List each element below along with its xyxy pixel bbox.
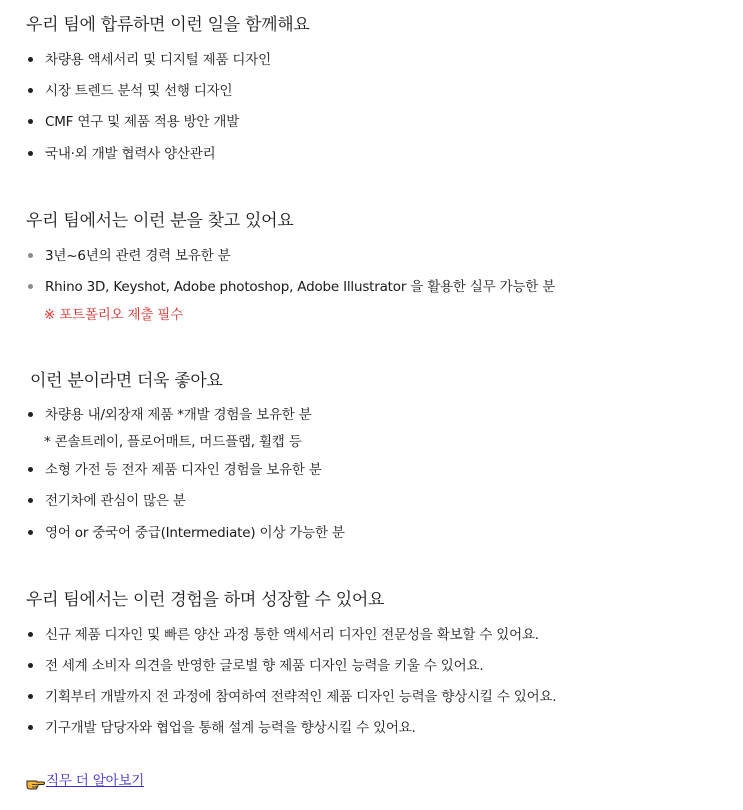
bullet-icon xyxy=(28,119,33,124)
section-heading-preferred: 이런 분이라면 더욱 좋아요 xyxy=(30,371,223,391)
bullet-icon xyxy=(28,530,33,535)
bullet-icon xyxy=(28,694,33,699)
bullet-icon xyxy=(28,253,33,258)
bullet-icon xyxy=(28,412,33,417)
bullet-icon xyxy=(28,725,33,730)
bullet-icon xyxy=(28,284,33,289)
bullet-icon xyxy=(28,663,33,668)
job-posting-page: 우리 팀에 합류하면 이런 일을 함께해요 차량용 액세서리 및 디지털 제품 디자인 시장 트렌드 분석 및 선행 디자인 CMF 연구 및 제품 적용 방안 개발 국내·외 개발 협력사 양산관리 우리 팀에서는 이런 분을 찾고 있어요 3년~6년의 관련 경력 보유한 분 Rhino 3D, Keyshot, Adobe photoshop, Adobe Illustrator 을 활용한 실무 가능한 분 ※ 포트폴리오 제출 필수 이런 분이라면 더욱 좋아요 차량용 내/외장재 제품 *개발 경험을 보유한 분 * 콘솔트레이, 플로어매트, 머드플랩, 휠캡 등 소형 가전 등 전자 제품 디자인 경험을 보유한 분 전기차에 관심이 많은 분 영어 or 중국어 중급(Intermediate) 이상 가능한 분 우리 팀에서는 이런 경험을 하며 성장할 수 있어요 신규 제품 디자인 및 빠른 양산 과정 통한 액세서리 디자인 전문성을 확보할 수 있어요. 전 세계 소비자 의견을 반영한 글로벌 향 제품 디자인 능력을 키울 수 있어요. 기획부터 개발까지 전 과정에 참여하여 전략적인 제품 디자인 능력을 향상시킬 수 있어요. 기구개발 담당자와 협업을 통해 설계 능력을 향상시킬 수 있어요. 직무 더 알아보기 xyxy=(0,0,743,810)
bullet-icon xyxy=(28,498,33,503)
portfolio-required-note: ※ 포트폴리오 제출 필수 xyxy=(44,307,183,323)
preferred-sub-note: * 콘솔트레이, 플로어매트, 머드플랩, 휠캡 등 xyxy=(44,434,302,450)
section-heading-responsibilities: 우리 팀에 합류하면 이런 일을 함께해요 xyxy=(26,15,310,35)
bullet-icon xyxy=(28,88,33,93)
bullet-icon xyxy=(28,151,33,156)
bullet-icon xyxy=(28,632,33,637)
pointing-hand-icon xyxy=(26,775,45,790)
section-heading-requirements: 우리 팀에서는 이런 분을 찾고 있어요 xyxy=(26,211,294,231)
section-heading-growth: 우리 팀에서는 이런 경험을 하며 성장할 수 있어요 xyxy=(26,590,385,610)
bullet-icon xyxy=(28,57,33,62)
learn-more-link[interactable]: 직무 더 알아보기 xyxy=(46,773,145,789)
bullet-icon xyxy=(28,467,33,472)
